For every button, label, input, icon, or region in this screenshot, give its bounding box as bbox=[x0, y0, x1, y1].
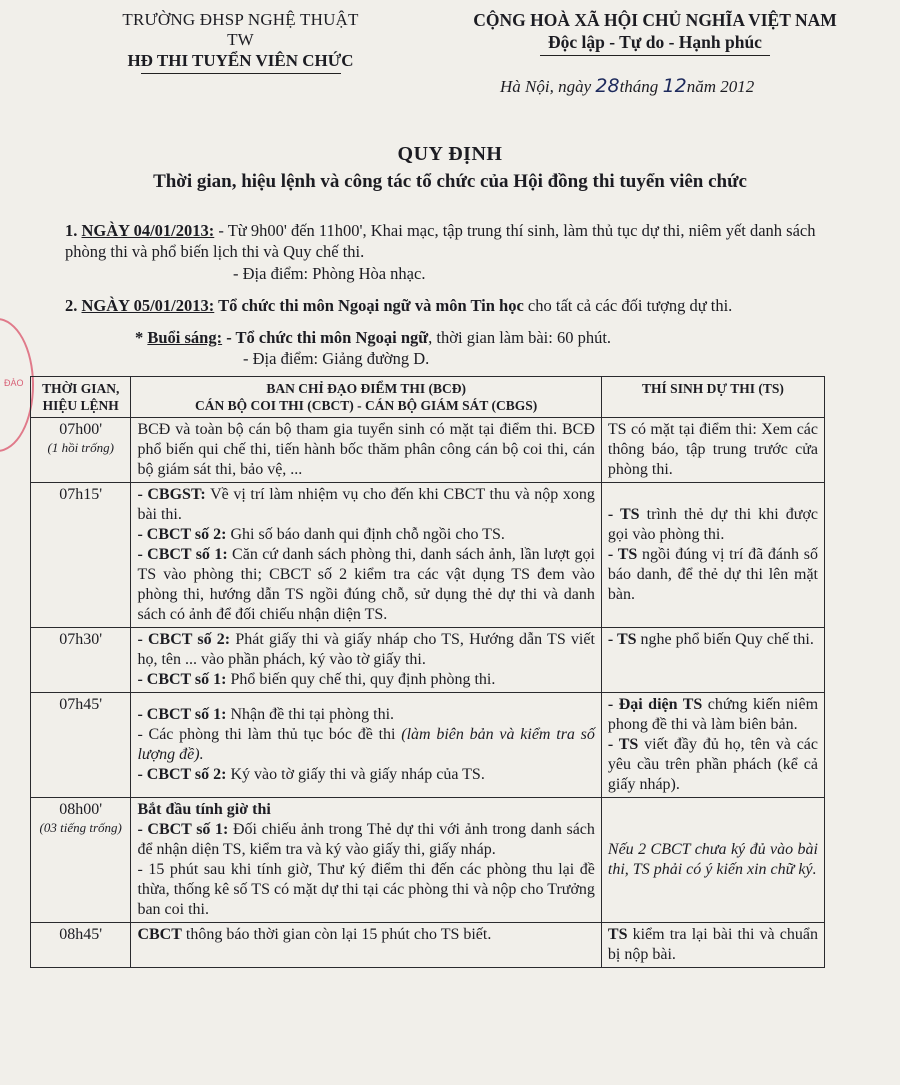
row-bcd: CBCT thông báo thời gian còn lại 15 phút cho TS biết. bbox=[131, 923, 601, 968]
schedule-table bbox=[30, 376, 825, 968]
row-note: (1 hồi trống) bbox=[47, 440, 114, 455]
session-duration: , thời gian làm bài: 60 phút. bbox=[428, 328, 612, 347]
header-divider bbox=[141, 73, 341, 74]
section-2 bbox=[65, 295, 845, 316]
header-bcd: BAN CHỈ ĐẠO ĐIỂM THI (BCĐ) CÁN BỘ COI THI (CBCT) - CÁN BỘ GIÁM SÁT (CBGS) bbox=[131, 377, 601, 418]
document-subtitle: Thời gian, hiệu lệnh và công tác tổ chức của Hội đồng thi tuyển viên chức bbox=[153, 171, 747, 192]
nation-motto: Độc lập - Tự do - Hạnh phúc bbox=[548, 32, 762, 52]
row-bcd: Bắt đầu tính giờ thi - CBCT số 1: Đối chiếu ảnh trong Thẻ dự thi với ảnh trong danh sách để nhận diện TS, kiểm tra và ký vào giấy thi, giấy nháp. - 15 phút sau khi tính giờ, Thư ký điểm thi đến các phòng thu lại đề thừa, thống kê số TS có mặt dự thi tại các phòng thi và nộp cho Trưởng ban coi thi. bbox=[131, 798, 601, 923]
table-row bbox=[31, 628, 825, 693]
row-time: 08h45' bbox=[31, 923, 131, 968]
row-time: 07h00' (1 hồi trống) bbox=[31, 418, 131, 483]
document-date bbox=[500, 75, 754, 97]
section-1-day: NGÀY 04/01/2013: bbox=[81, 221, 215, 240]
header-ts: THÍ SINH DỰ THI (TS) bbox=[601, 377, 824, 418]
row-ts: TS kiểm tra lại bài thi và chuẩn bị nộp bài. bbox=[601, 923, 824, 968]
table-header-row bbox=[31, 377, 825, 418]
row-bcd: - CBCT số 1: Nhận đề thi tại phòng thi. - Các phòng thi làm thủ tục bóc đề thi (làm biên bản và kiểm tra số lượng đề). - CBCT số 2: Ký vào tờ giấy thi và giấy nháp của TS. bbox=[131, 693, 601, 798]
nation-name: CỘNG HOÀ XÃ HỘI CHỦ NGHĨA VIỆT NAM bbox=[473, 10, 837, 30]
row-note: (03 tiếng trống) bbox=[39, 820, 122, 835]
morning-session bbox=[135, 327, 611, 348]
date-prefix: Hà Nội, ngày bbox=[500, 77, 592, 96]
row-ts: Nếu 2 CBCT chưa ký đủ vào bài thi, TS phải có ý kiến xin chữ ký. bbox=[601, 798, 824, 923]
row-time: 08h00' (03 tiếng trống) bbox=[31, 798, 131, 923]
council-name: HĐ THI TUYỂN VIÊN CHỨC bbox=[127, 51, 354, 70]
row-ts: - Đại diện TS chứng kiến niêm phong đề thi và làm biên bản. - TS viết đầy đủ họ, tên và các yêu cầu trên phần phách (kể cả giấy nháp). bbox=[601, 693, 824, 798]
table-row bbox=[31, 798, 825, 923]
session-label: Buổi sáng: bbox=[147, 328, 223, 347]
table-row bbox=[31, 418, 825, 483]
table-row bbox=[31, 923, 825, 968]
table-row bbox=[31, 483, 825, 628]
section-1-text: - Từ 9h00' đến 11h00', Khai mạc, tập trung thí sinh, làm thủ tục dự thi, niêm yết danh sách phòng thi và phổ biến lịch thi và Quy chế thi. bbox=[65, 221, 816, 261]
session-subject: - Tổ chức thi môn Ngoại ngữ bbox=[222, 328, 429, 347]
date-month-word: tháng bbox=[619, 77, 659, 96]
row-ts: TS có mặt tại điểm thi: Xem các thông báo, tập trung trước cửa phòng thi. bbox=[601, 418, 824, 483]
section-1 bbox=[65, 220, 835, 262]
header-time: THỜI GIAN, HIỆU LỆNH bbox=[31, 377, 131, 418]
row-bcd: - CBGST: Về vị trí làm nhiệm vụ cho đến khi CBCT thu và nộp xong bài thi. - CBCT số 2: Ghi số báo danh qui định chỗ ngồi cho TS. - CBCT số 1: Căn cứ danh sách phòng thi, danh sách ảnh, lần lượt gọi TS vào phòng thi; CBCT số 2 kiểm tra các vật dụng TS đem vào phòng thi, hướng dẫn TS ngồi đúng chỗ, sử dụng thẻ dự thi và danh sách có ảnh để đối chiếu nhận diện TS. bbox=[131, 483, 601, 628]
row-ts: - TS nghe phổ biến Quy chế thi. bbox=[601, 628, 824, 693]
section-2-day: NGÀY 05/01/2013: bbox=[81, 296, 215, 315]
section-2-text-tail: cho tất cả các đối tượng dự thi. bbox=[523, 296, 733, 315]
motto-divider bbox=[540, 55, 770, 56]
section-1-location: - Địa điểm: Phòng Hòa nhạc. bbox=[233, 264, 426, 283]
section-2-number: 2. bbox=[65, 296, 78, 315]
row-bcd: - CBCT số 2: Phát giấy thi và giấy nháp cho TS, Hướng dẫn TS viết họ, tên ... vào phần phách, ký vào tờ giấy thi. - CBCT số 1: Phổ biến quy chế thi, quy định phòng thi. bbox=[131, 628, 601, 693]
session-star: * bbox=[135, 328, 148, 347]
section-1-number: 1. bbox=[65, 221, 78, 240]
row-time: 07h15' bbox=[31, 483, 131, 628]
section-2-location: - Địa điểm: Giảng đường D. bbox=[243, 349, 430, 368]
organization-header bbox=[108, 10, 373, 74]
date-year: năm 2012 bbox=[686, 77, 755, 96]
document-title: QUY ĐỊNH bbox=[397, 143, 503, 165]
row-time: 07h45' bbox=[31, 693, 131, 798]
table-row bbox=[31, 693, 825, 798]
date-day: 28 bbox=[595, 75, 620, 97]
stamp-text: ĐÀO bbox=[4, 378, 24, 388]
school-name: TRƯỜNG ĐHSP NGHỆ THUẬT TW bbox=[122, 10, 359, 49]
row-time: 07h30' bbox=[31, 628, 131, 693]
national-header bbox=[430, 10, 880, 56]
row-ts: - TS trình thẻ dự thi khi được gọi vào phòng thi. - TS ngồi đúng vị trí đã đánh số báo danh, để thẻ dự thi lên mặt bàn. bbox=[601, 483, 824, 628]
date-month: 12 bbox=[662, 75, 687, 97]
row-bcd: BCĐ và toàn bộ cán bộ tham gia tuyển sinh có mặt tại điểm thi. BCĐ phổ biến qui chế thi, tiến hành bốc thăm phân công cán bộ coi thi, cán bộ giám sát thi, bảo vệ, ... bbox=[131, 418, 601, 483]
section-2-text: Tổ chức thi môn Ngoại ngữ và môn Tin học bbox=[214, 296, 524, 315]
